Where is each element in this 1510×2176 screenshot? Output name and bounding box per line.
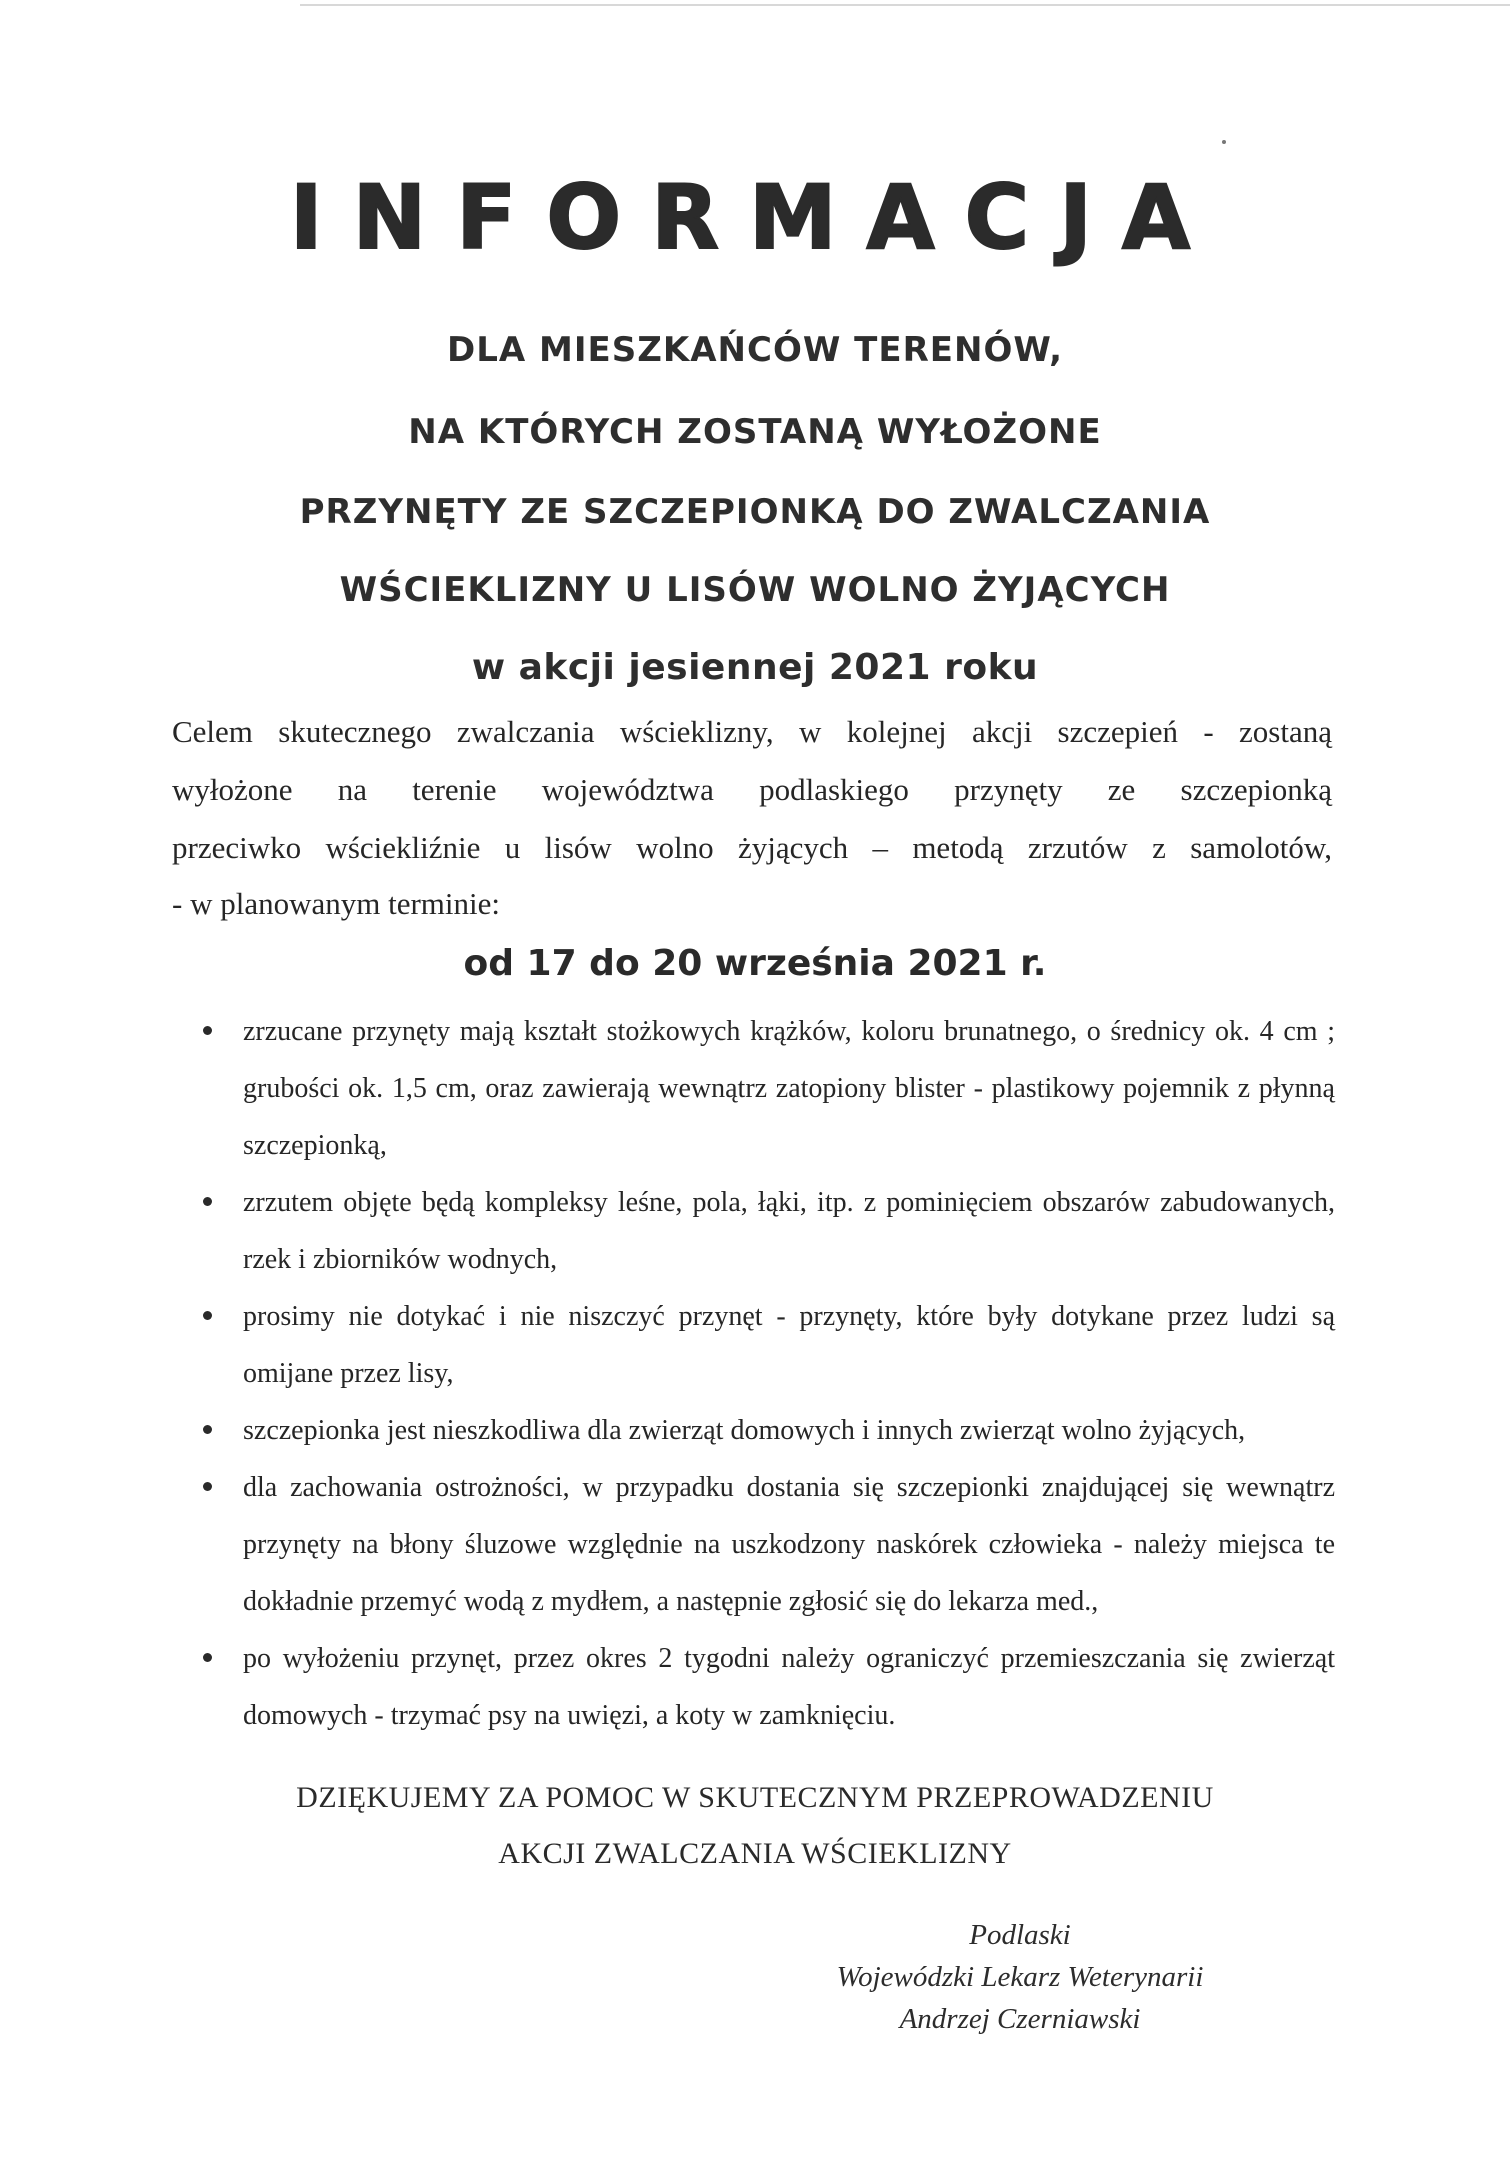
bullet-text: dla zachowania ostrożności, w przypadku dostania się szczepionki znajdującej się wewnątrz przynęty na błony śluzowe względnie na uszkodzony naskórek człowieka - należy miejsca te dokładnie przemyć wodą z mydłem, a następnie zgłosić się do lekarza med., — [243, 1472, 1335, 1617]
headline-line-2: NA KTÓRYCH ZOSTANĄ WYŁOŻONE — [408, 412, 1102, 452]
headline-line-4: WŚCIEKLIZNY U LISÓW WOLNO ŻYJĄCYCH — [339, 570, 1171, 610]
bullet-item-precautions — [195, 1459, 1335, 1630]
bullet-item-harmless — [195, 1402, 1335, 1459]
document-title: INFORMACJA — [289, 166, 1221, 269]
bullet-item-do-not-touch — [195, 1288, 1335, 1402]
signature-region: Podlaski — [969, 1919, 1071, 1951]
headline-line-3: PRZYNĘTY ZE SZCZEPIONKĄ DO ZWALCZANIA — [299, 492, 1211, 532]
bullet-dot-icon — [203, 1026, 212, 1035]
bullet-text: zrzucane przynęty mają kształt stożkowych krążków, koloru brunatnego, o średnicy ok. 4 cm ; grubości ok. 1,5 cm, oraz zawierają wewnątrz zatopiony blister - plastikowy pojemnik z płynną szczepionką, — [243, 1016, 1335, 1161]
bullet-dot-icon — [203, 1311, 212, 1320]
scan-speck — [1222, 140, 1226, 144]
bullet-text: szczepionka jest nieszkodliwa dla zwierząt domowych i innych zwierząt wolno żyjących, — [243, 1415, 1246, 1446]
bullet-text: zrzutem objęte będą kompleksy leśne, pola, łąki, itp. z pominięciem obszarów zabudowanych, rzek i zbiorników wodnych, — [243, 1187, 1335, 1275]
bullet-dot-icon — [203, 1653, 212, 1662]
bullet-dot-icon — [203, 1482, 212, 1491]
thanks-line-2: AKCJI ZWALCZANIA WŚCIEKLIZNY — [498, 1837, 1012, 1870]
bullet-item-drop-areas — [195, 1174, 1335, 1288]
bullet-item-pets — [195, 1630, 1335, 1744]
headline-line-1: DLA MIESZKAŃCÓW TERENÓW, — [446, 330, 1064, 370]
intro-line-1: Celem skutecznego zwalczania wścieklizny, w kolejnej akcji szczepień - zostaną — [172, 714, 1332, 749]
bullet-text: po wyłożeniu przynęt, przez okres 2 tygodni należy ograniczyć przemieszczania się zwierząt domowych - trzymać psy na uwięzi, a koty w zamknięciu. — [243, 1643, 1335, 1731]
intro-line-3: przeciwko wściekliźnie u lisów wolno żyjących – metodą zrzutów z samolotów, — [172, 830, 1332, 865]
bullet-list — [195, 1003, 1335, 1744]
thanks-line-1: DZIĘKUJEMY ZA POMOC W SKUTECZNYM PRZEPROWADZENIU — [296, 1781, 1214, 1814]
intro-line-4: - w planowanym terminie: — [172, 886, 500, 921]
headline-campaign: w akcji jesiennej 2021 roku — [471, 647, 1039, 688]
signature-block — [740, 1914, 1300, 2040]
intro-line-2: wyłożone na terenie województwa podlaskiego przynęty ze szczepionką — [172, 772, 1332, 807]
bullet-item-bait-shape — [195, 1003, 1335, 1174]
bullet-dot-icon — [203, 1197, 212, 1206]
bullet-dot-icon — [203, 1425, 212, 1434]
scan-edge-line — [300, 4, 1510, 6]
signature-office: Wojewódzki Lekarz Weterynarii — [836, 1961, 1204, 1993]
bullet-text: prosimy nie dotykać i nie niszczyć przynęt - przynęty, które były dotykane przez ludzi są omijane przez lisy, — [243, 1301, 1335, 1389]
signature-person: Andrzej Czerniawski — [899, 2003, 1141, 2035]
campaign-date: od 17 do 20 września 2021 r. — [463, 943, 1047, 984]
